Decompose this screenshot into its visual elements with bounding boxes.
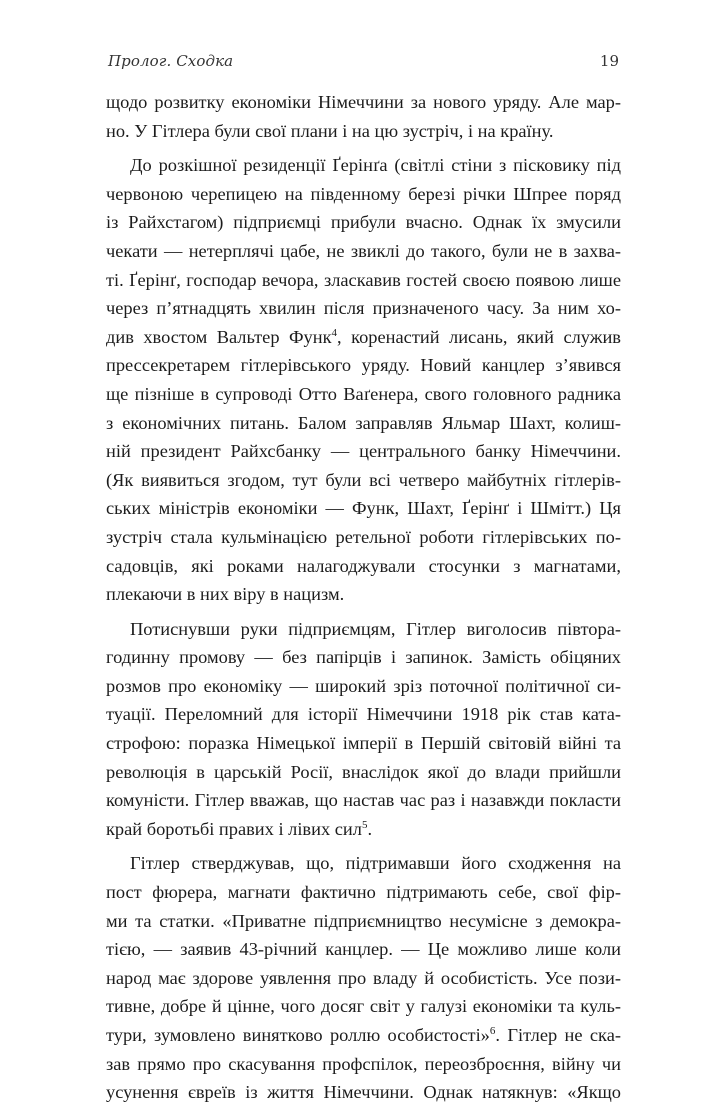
text-line: плекаючи в них віру в нацизм.: [106, 584, 345, 605]
text-line: (Як виявиться згодом, тут були всі четверо майбутніх гітлерів-: [106, 469, 621, 490]
text-segment: край боротьбі правих і лівих сил: [106, 818, 362, 839]
text-line: ще пізніше в супроводі Отто Ваґенера, свого головного радника: [106, 383, 621, 404]
text-line: чекати — нетерплячі цабе, не звиклі до такого, були не в захва-: [106, 240, 621, 261]
text-line: усунення євреїв із життя Німеччини. Однак натякнув: «Якщо: [106, 1082, 621, 1103]
body-text: [106, 88, 621, 1107]
text-line: тивне, добре й цінне, чого досяг світ у галузі економіки та куль-: [106, 996, 621, 1017]
text-line: Гітлер стверджував, що, підтримавши його сходження на: [130, 853, 621, 874]
text-line: ми та статки. «Приватне підприємництво несумісне з демокра-: [106, 910, 621, 931]
text-line: ських міністрів економіки — Функ, Шахт, Ґерінґ і Шмітт.) Ця: [106, 498, 621, 519]
text-line: Потиснувши руки підприємцям, Гітлер виголосив півторa-: [130, 618, 621, 639]
text-line: з економічних питань. Балом заправляв Яльмар Шахт, колиш-: [106, 412, 621, 433]
page-number: 19: [599, 52, 619, 70]
text-line: строфою: поразка Німецької імперії в Першій світовій війні та: [106, 733, 621, 754]
text-line: червоною черепицею на південному березі річки Шпрее поряд: [106, 183, 621, 204]
text-line: комуністи. Гітлер вважав, що настав час раз і назавжди покласти: [106, 790, 621, 811]
text-line: [106, 815, 621, 844]
text-line: но. У Гітлера були свої плани і на цю зустріч, і на країну.: [106, 120, 554, 141]
running-title: Пролог. Сходка: [108, 52, 234, 70]
text-line: До розкішної резиденції Ґерінґа (світлі стіни з пісковику під: [130, 155, 621, 176]
text-line: зав прямо про скасування профспілок, переозброєння, війну чи: [106, 1053, 621, 1074]
text-line: садовців, які роками налагоджували стосунки з магнатами,: [106, 555, 621, 576]
text-line: туації. Переломний для історії Німеччини 1918 рік став ката-: [106, 704, 621, 725]
text-line: пост фюрера, магнати фактично підтримають себе, свої фір-: [106, 882, 621, 903]
text-line: розмов про економіку — широкий зріз поточної політичної си-: [106, 675, 621, 696]
text-line: щодо розвитку економіки Німеччини за нового уряду. Але мар-: [106, 92, 621, 112]
text-line: годинну промову — без папірців і запинок. Замість обіцяних: [106, 647, 621, 668]
text-line: прессекретарем гітлерівського уряду. Новий канцлер з’явився: [106, 355, 621, 376]
text-line: зустріч стала кульмінацією ретельної роботи гітлерівських по-: [106, 526, 621, 547]
text-line: революція в царській Росії, внаслідок якої до влади прийшли: [106, 761, 621, 782]
footnote-ref: 5: [361, 818, 368, 831]
text-segment: . Гітлер не ска-: [495, 1025, 621, 1045]
text-line: через п’ятнадцять хвилин після призначеного часу. За ним хо-: [106, 298, 621, 319]
text-line: із Райхстагом) підприємці прибули вчасно. Однак їх змусили: [106, 212, 621, 233]
text-line: ній президент Райхсбанку — центрального банку Німеччини.: [106, 441, 621, 462]
running-head: [108, 52, 619, 76]
footnote-ref: 4: [331, 326, 338, 339]
text-line: народ має здорове уявлення про владу й особистість. Усе пози-: [106, 967, 621, 988]
text-segment: , коренастий лисань, який служив: [337, 326, 621, 347]
footnote-ref: 6: [489, 1024, 496, 1037]
text-segment: тури, зумовлено винятково роллю особистості»: [106, 1025, 490, 1045]
text-line: [106, 323, 621, 352]
text-line: тією, — заявив 43-річний канцлер. — Це можливо лише коли: [106, 939, 621, 960]
text-line: ті. Ґерінґ, господар вечора, зласкавив гостей своєю появою лише: [106, 269, 621, 290]
text-segment: див хвостом Вальтер Функ: [106, 326, 332, 347]
text-line: [106, 1021, 621, 1050]
text-segment: .: [367, 818, 373, 839]
